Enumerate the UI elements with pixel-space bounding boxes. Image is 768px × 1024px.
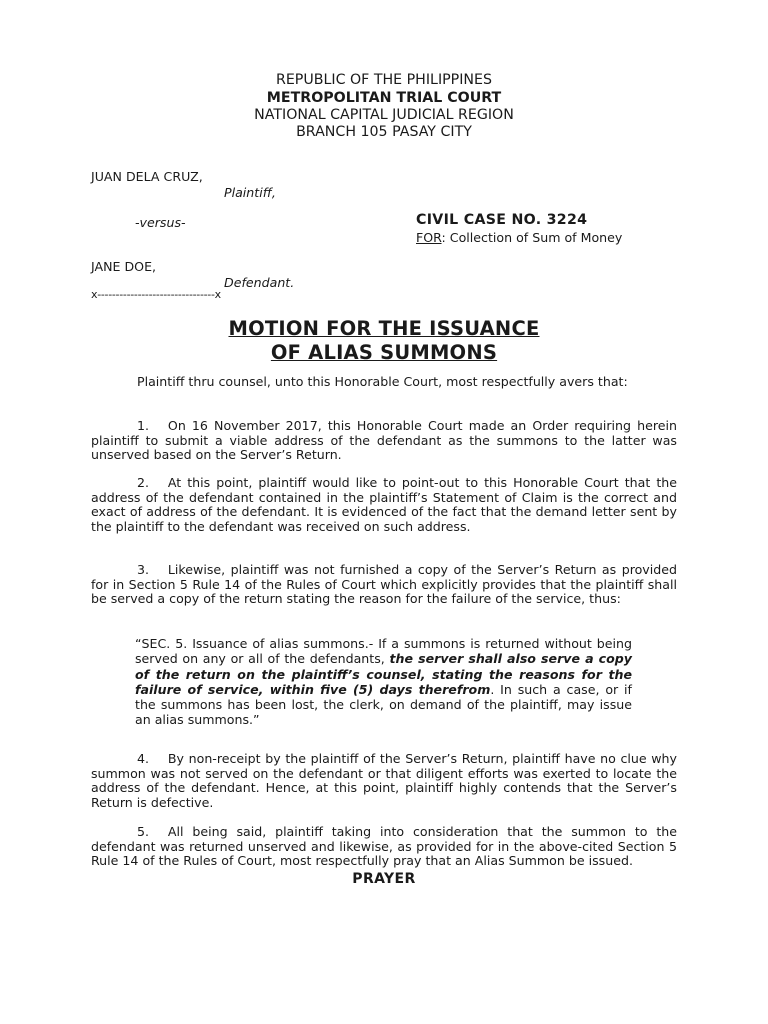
quote-text-end: . In such a case, or if the summons has been lost, the clerk, on demand of the plaintiff, may issue an alias summons.”: [135, 681, 632, 728]
paragraph-3: 3. Likewise, plaintiff was not furnished a copy of the Server’s Return as provided for in Section 5 Rule 14 of the Rules of Court which explicitly provides that the plaintiff shall be served a copy of the return stating the reason for the failure of the service, thus:: [91, 562, 677, 607]
header-region: NATIONAL CAPITAL JUDICIAL REGION: [254, 107, 514, 123]
paragraph-4: 4. By non-receipt by the plaintiff of the Server’s Return, plaintiff have no clue why summon was not served on the defendant or that diligent efforts was exerted to locate the address of the defendant. Hence, at this point, plaintiff highly contends that the Server’s Return is defective.: [91, 751, 677, 811]
case-number: CIVIL CASE NO. 3224: [416, 212, 588, 228]
for-text: : Collection of Sum of Money: [441, 230, 623, 245]
header-branch: BRANCH 105 PASAY CITY: [296, 124, 472, 140]
quote-emphasis: the server shall also serve a copy of the return on the plaintiff’s counsel, stating the reasons for the failure of service, within five (5) days therefrom: [135, 651, 632, 697]
defendant-name: JANE DOE,: [91, 259, 157, 274]
paragraph-5: 5. All being said, plaintiff taking into consideration that the summon to the defendant was returned unserved and likewise, as provided for in the above-cited Section 5 Rule 14 of the Rules of Court, most respectfully pray that an Alias Summon be issued.: [91, 824, 677, 869]
caption-separator: x--------------------------------x: [91, 288, 221, 301]
case-nature: [416, 230, 622, 245]
intro-paragraph: Plaintiff thru counsel, unto this Honorable Court, most respectfully avers that:: [137, 374, 628, 389]
defendant-role: Defendant.: [224, 275, 295, 290]
statute-quote: [135, 636, 632, 728]
motion-title-line2: OF ALIAS SUMMONS: [270, 341, 498, 364]
prayer-heading: PRAYER: [352, 871, 416, 887]
for-label: FOR: [416, 230, 442, 245]
paragraph-1: 1. On 16 November 2017, this Honorable Court made an Order requiring herein plaintiff to submit a viable address of the defendant as the summons to the latter was unserved based on the Server’s Return.: [91, 418, 677, 463]
versus-label: -versus-: [135, 215, 186, 230]
header-court: METROPOLITAN TRIAL COURT: [266, 90, 502, 106]
quote-text-start: “SEC. 5. Issuance of alias summons.- If a summons is returned without being served on any or all of the defendants,: [135, 636, 632, 667]
paragraph-2: 2. At this point, plaintiff would like to point-out to this Honorable Court that the address of the defendant contained in the plaintiff’s Statement of Claim is the correct and exact of address of the defendant. It is evidenced of the fact that the demand letter sent by the plaintiff to the defendant was received on such address.: [91, 475, 677, 535]
motion-title-line1: MOTION FOR THE ISSUANCE: [228, 317, 540, 340]
header-republic: REPUBLIC OF THE PHILIPPINES: [275, 72, 493, 88]
plaintiff-role: Plaintiff,: [224, 185, 276, 200]
plaintiff-name: JUAN DELA CRUZ,: [91, 169, 203, 184]
